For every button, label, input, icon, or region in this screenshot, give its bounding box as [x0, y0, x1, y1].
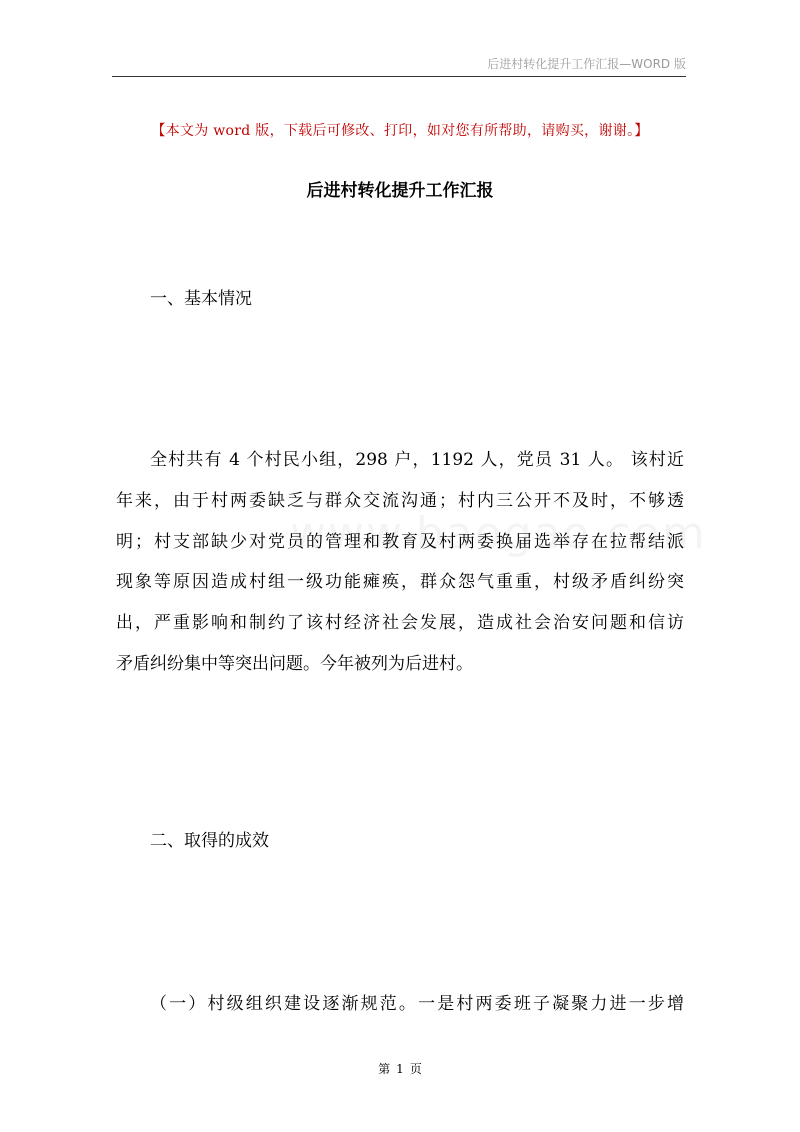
footer-prefix: 第 [378, 1062, 391, 1076]
document-title: 后进村转化提升工作汇报 [306, 181, 494, 201]
purchase-notice: 【本文为 word 版，下载后可修改、打印，如对您有所帮助，请购买，谢谢。】 [151, 123, 649, 139]
paragraph-line: 出，严重影响和制约了该村经济社会发展，造成社会治安问题和信访 [116, 613, 684, 634]
footer-suffix: 页 [409, 1062, 422, 1076]
page-footer [0, 1060, 800, 1077]
paragraph-line: 现象等原因造成村组一级功能瘫痪，群众怨气重重，村级矛盾纠纷突 [116, 572, 684, 593]
paragraph-line: 年来，由于村两委缺乏与群众交流沟通；村内三公开不及时，不够透 [116, 490, 684, 511]
running-header [112, 52, 686, 77]
section-heading-achievements: 二、取得的成效 [150, 831, 269, 851]
header-text: 后进村转化提升工作汇报—WORD 版 [487, 57, 686, 71]
paragraph-line: 明；村支部缺少对党员的管理和教育及村两委换届选举存在拉帮结派 [116, 531, 684, 552]
paragraph-line: 矛盾纠纷集中等突出问题。今年被列为后进村。 [116, 653, 473, 674]
paragraph-line: （一）村级组织建设逐渐规范。一是村两委班子凝聚力进一步增 [150, 994, 684, 1014]
section-heading-basic-situation: 一、基本情况 [150, 289, 252, 309]
paragraph-line: 全村共有 4 个村民小组，298 户，1192 人，党员 31 人。 该村近 [150, 450, 684, 470]
page-number: 1 [396, 1062, 404, 1076]
paragraph-achievements [116, 984, 684, 1025]
paragraph-basic-situation [116, 440, 684, 685]
